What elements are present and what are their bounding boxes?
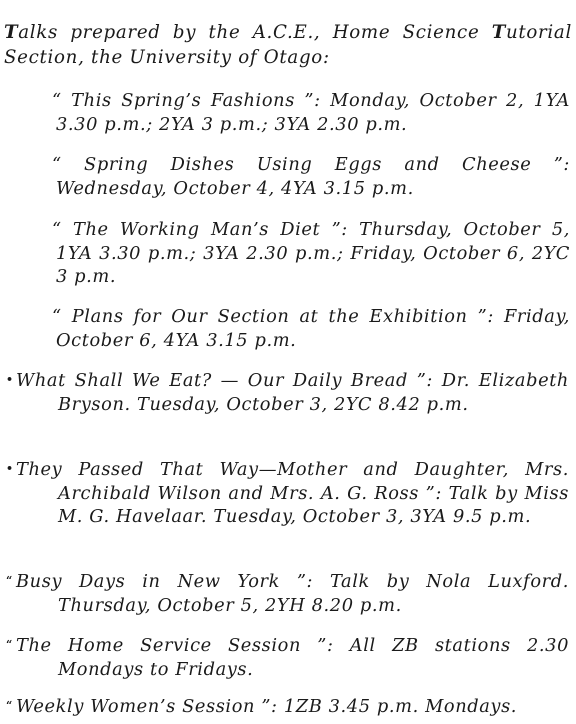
intro-initial-2: T: [491, 22, 506, 43]
sub-item-spring-dishes: “ Spring Dishes Using Eggs and Cheese ”: Wednesday, October 4, 4YA 3.15 p.m.: [52, 154, 570, 199]
list-item-text: The Home Service Session ”: All ZB stations 2.30 Mondays to Fridays.: [16, 635, 569, 680]
sub-item-working-mans-diet: “ The Working Man’s Diet ”: Thursday, October 5, 1YA 3.30 p.m.; 3YA 2.30 p.m.; Friday, October 6, 2YC 3 p.m.: [52, 219, 570, 287]
list-item-busy-days-new-york: [6, 569, 569, 617]
list-item-passed-that-way: [6, 457, 569, 529]
quote-mark: “: [6, 638, 13, 651]
list-item-text: Busy Days in New York ”: Talk by Nola Luxford. Thursday, October 5, 2YH 8.20 p.m.: [16, 571, 569, 616]
intro-line-1: alks prepared by the A.C.E., Home Science: [18, 22, 480, 43]
intro-initial-1: T: [4, 22, 19, 43]
list-item-text: They Passed That Way—Mother and Daughter, Mrs. Archibald Wilson and Mrs. A. G. Ross ”: Talk by Miss M. G. Havelaar. Tuesday, October 3, 3YA 9.5 p.m.: [16, 459, 569, 527]
list-item-weekly-womens-session: [6, 694, 569, 719]
bullet-mark: •: [6, 373, 14, 386]
sub-item-exhibition-plans: “ Plans for Our Section at the Exhibition ”: Friday, October 6, 4YA 3.15 p.m.: [52, 306, 570, 351]
quote-mark: “: [6, 574, 13, 587]
bullet-mark: •: [6, 462, 14, 475]
list-item-daily-bread: [6, 368, 569, 416]
list-item-text: What Shall We Eat? — Our Daily Bread ”: Dr. Elizabeth Bryson. Tuesday, October 3, 2YC 8.42 p.m.: [16, 370, 569, 415]
intro-line-2: utorial Section, the University of Otago:: [4, 22, 572, 68]
quote-mark: “: [6, 699, 13, 712]
intro-paragraph: [4, 20, 572, 70]
sub-item-fashions: “ This Spring’s Fashions ”: Monday, October 2, 1YA 3.30 p.m.; 2YA 3 p.m.; 3YA 2.30 p.m.: [52, 90, 570, 135]
list-item-home-service-session: [6, 633, 569, 681]
list-item-text: Weekly Women’s Session ”: 1ZB 3.45 p.m. Mondays.: [16, 696, 518, 717]
